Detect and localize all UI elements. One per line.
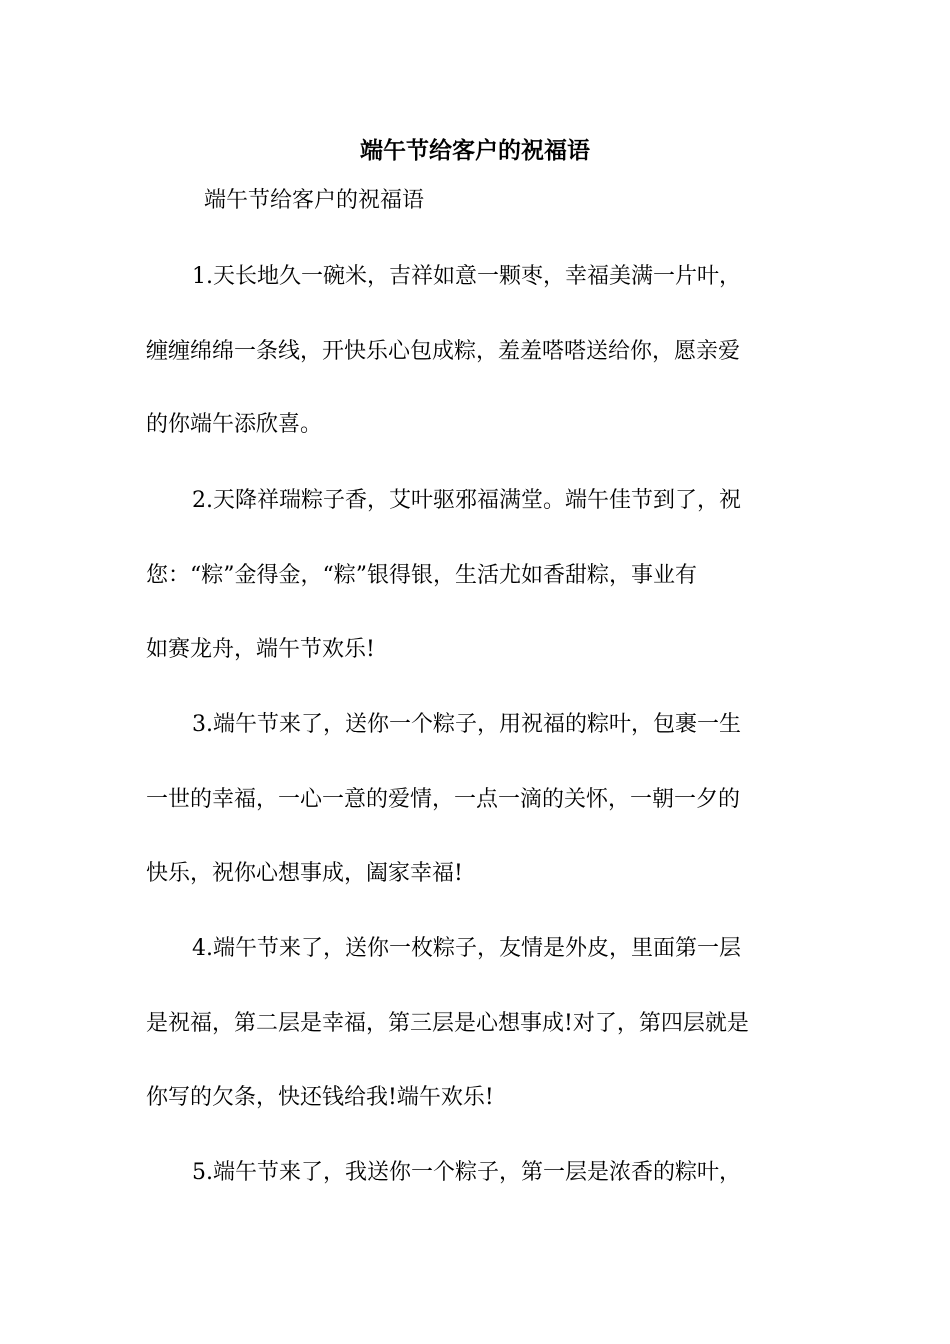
paragraph-1-line-3: 的你端午添欣喜。 bbox=[146, 412, 323, 437]
paragraph-2-line-1: 2.天降祥瑞粽子香，艾叶驱邪福满堂。端午佳节到了，祝 bbox=[192, 488, 741, 513]
paragraph-3-line-1: 3.端午节来了，送你一个粽子，用祝福的粽叶，包裹一生 bbox=[192, 712, 741, 737]
paragraph-3-line-2: 一世的幸福，一心一意的爱情，一点一滴的关怀，一朝一夕的 bbox=[146, 787, 741, 812]
paragraph-1-line-1: 1.天长地久一碗米，吉祥如意一颗枣，幸福美满一片叶， bbox=[192, 264, 741, 289]
paragraph-2-line-3: 如赛龙舟，端午节欢乐! bbox=[146, 637, 375, 662]
paragraph-1-line-2: 缠缠绵绵一条线，开快乐心包成粽，羞羞嗒嗒送给你，愿亲爱 bbox=[146, 339, 741, 364]
paragraph-3-line-3: 快乐，祝你心想事成，阖家幸福! bbox=[146, 861, 463, 886]
document-title: 端午节给客户的祝福语 bbox=[360, 137, 590, 164]
document-subtitle: 端午节给客户的祝福语 bbox=[204, 188, 425, 213]
paragraph-2-line-2: 您：“粽”金得金，“粽”银得银，生活尤如香甜粽，事业有 bbox=[146, 563, 697, 588]
paragraph-5-line-1: 5.端午节来了，我送你一个粽子，第一层是浓香的粽叶， bbox=[192, 1160, 741, 1185]
paragraph-4-line-1: 4.端午节来了，送你一枚粽子，友情是外皮，里面第一层 bbox=[192, 936, 741, 961]
paragraph-4-line-3: 你写的欠条，快还钱给我!端午欢乐! bbox=[146, 1085, 494, 1110]
paragraph-4-line-2: 是祝福，第二层是幸福，第三层是心想事成!对了，第四层就是 bbox=[146, 1011, 749, 1036]
